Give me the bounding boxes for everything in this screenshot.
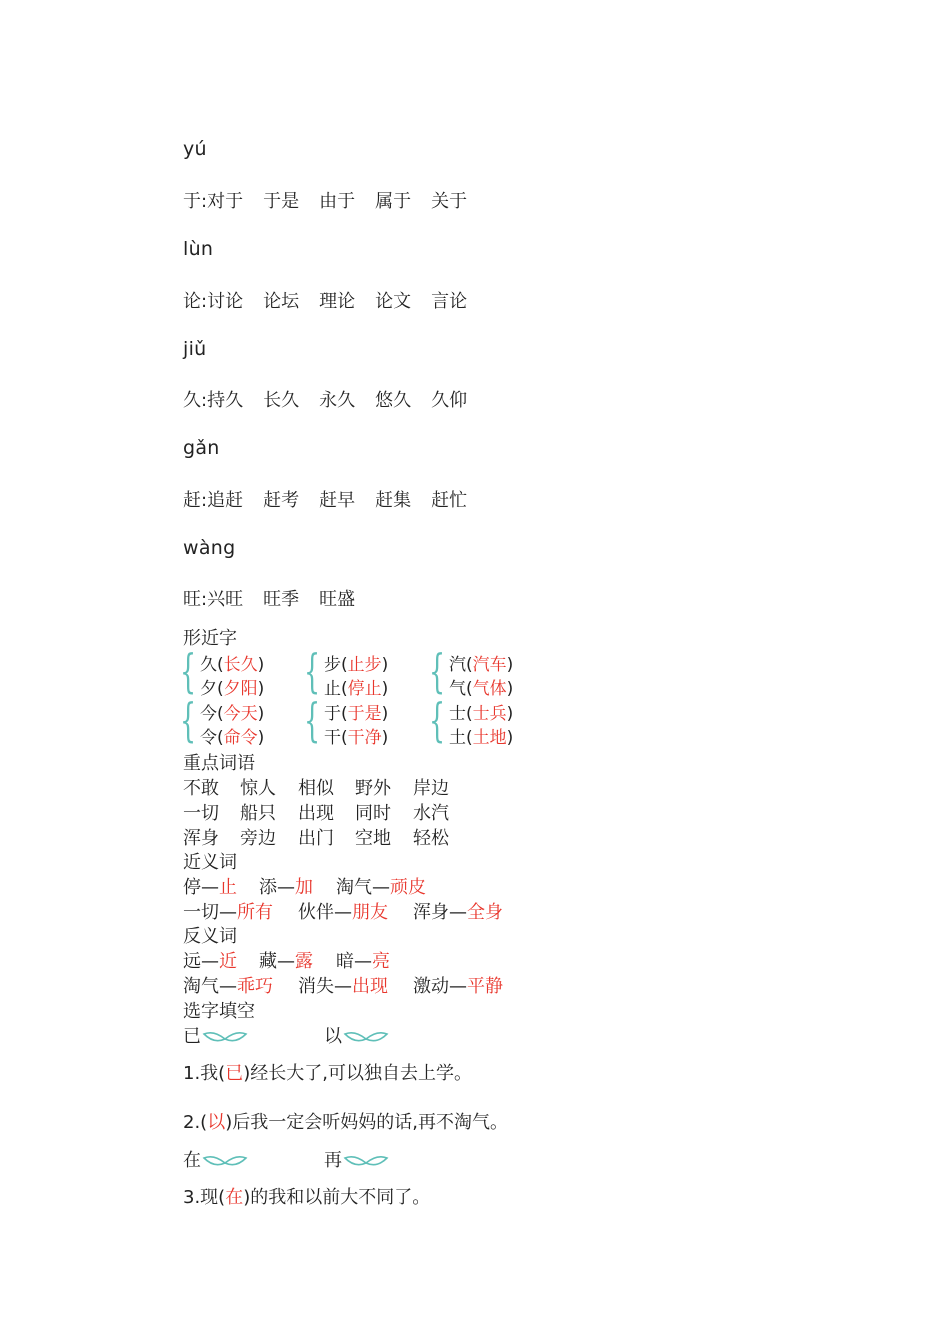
brace-icon: {: [180, 644, 197, 698]
fill-question: [183, 1108, 508, 1134]
section-title-antonym: 反义词: [183, 926, 237, 947]
antonym-pair: [413, 972, 503, 998]
dash: —: [354, 951, 372, 972]
key-word: 不敢: [183, 778, 219, 799]
paren: (: [217, 728, 224, 748]
key-word: 船只: [240, 803, 276, 824]
group-word: 讨论: [207, 291, 244, 312]
dash: —: [201, 951, 219, 972]
paren: ): [506, 655, 514, 675]
choice-label: 已: [183, 1026, 201, 1047]
question-text: )的我和以前大不同了。: [243, 1187, 431, 1208]
synonym-answer: 顽皮: [390, 877, 426, 898]
similar-answer: 命令: [223, 728, 258, 748]
paren: (: [341, 679, 348, 699]
key-word: 惊人: [240, 778, 276, 799]
dash: —: [219, 976, 237, 997]
synonym-word: 一切: [183, 902, 219, 923]
similar-char: 土: [449, 728, 466, 748]
group-word: 论坛: [263, 291, 300, 312]
synonym-answer: 朋友: [352, 902, 388, 923]
brace-icon: {: [180, 693, 197, 747]
key-word: 水汽: [413, 803, 449, 824]
dash: —: [449, 976, 467, 997]
antonym-answer: 露: [295, 951, 313, 972]
dash: —: [334, 976, 352, 997]
key-word: 轻松: [413, 828, 449, 849]
dash: —: [277, 951, 295, 972]
group-word: 论文: [375, 291, 412, 312]
paren: ): [506, 679, 514, 699]
similar-answer: 长久: [223, 655, 258, 675]
antonym-word: 暗: [336, 951, 354, 972]
word-group-line: [183, 287, 467, 313]
group-char: 久:: [183, 390, 208, 411]
similar-char: 干: [324, 728, 341, 748]
choice-char: [183, 1022, 248, 1048]
similar-answer: 今天: [223, 704, 258, 724]
word-group-line: [183, 187, 467, 213]
paren: ): [257, 728, 265, 748]
similar-answer: 干净: [347, 728, 382, 748]
paren: ): [506, 704, 514, 724]
similar-row: [449, 699, 513, 724]
antonym-answer: 平静: [467, 976, 503, 997]
paren: ): [381, 728, 389, 748]
antonym-pair: [259, 947, 313, 973]
pinyin-label: wàng: [183, 537, 236, 559]
paren: ): [381, 655, 389, 675]
similar-answer: 士兵: [472, 704, 507, 724]
group-word: 属于: [375, 191, 412, 212]
brace-icon: {: [304, 644, 321, 698]
synonym-word: 添: [259, 877, 277, 898]
similar-answer: 汽车: [472, 655, 507, 675]
paren: (: [341, 655, 348, 675]
similar-row: [324, 723, 388, 748]
choice-label: 以: [324, 1026, 342, 1047]
key-word: 一切: [183, 803, 219, 824]
synonym-word: 伙伴: [298, 902, 334, 923]
section-title-synonym: 近义词: [183, 852, 237, 873]
fill-question: [183, 1183, 430, 1209]
section-title-keywords: 重点词语: [183, 753, 255, 774]
dash: —: [277, 877, 295, 898]
key-word: 出现: [298, 803, 334, 824]
similar-char: 令: [200, 728, 217, 748]
group-word: 言论: [431, 291, 468, 312]
brace-icon: {: [429, 644, 446, 698]
group-word: 赶早: [319, 490, 356, 511]
antonym-answer: 近: [219, 951, 237, 972]
similar-row: [449, 723, 513, 748]
dash: —: [334, 902, 352, 923]
question-text: 3.现(: [183, 1187, 226, 1208]
group-word: 持久: [207, 390, 244, 411]
group-word: 理论: [319, 291, 356, 312]
synonym-answer: 全身: [467, 902, 503, 923]
antonym-pair: [298, 972, 388, 998]
antonym-answer: 乖巧: [237, 976, 273, 997]
group-word: 赶考: [263, 490, 300, 511]
similar-pair: [180, 644, 300, 699]
antonym-word: 淘气: [183, 976, 219, 997]
paren: ): [257, 655, 265, 675]
blank-leaf-icon: [343, 1031, 389, 1045]
dash: —: [201, 877, 219, 898]
key-word: 同时: [355, 803, 391, 824]
key-word: 出门: [298, 828, 334, 849]
antonym-word: 消失: [298, 976, 334, 997]
similar-pair: [429, 693, 549, 748]
paren: ): [506, 728, 514, 748]
synonym-answer: 加: [295, 877, 313, 898]
similar-row: [200, 650, 264, 675]
group-word: 追赶: [207, 490, 244, 511]
group-word: 旺季: [263, 589, 300, 610]
brace-icon: {: [304, 693, 321, 747]
blank-leaf-icon: [202, 1155, 248, 1169]
similar-row: [200, 723, 264, 748]
synonym-pair: [183, 873, 237, 899]
section-title-similar: 形近字: [183, 628, 237, 649]
similar-pair: [304, 693, 424, 748]
word-group-line: [183, 585, 355, 611]
paren: (: [217, 704, 224, 724]
dash: —: [219, 902, 237, 923]
synonym-pair: [336, 873, 426, 899]
antonym-word: 激动: [413, 976, 449, 997]
similar-answer: 停止: [347, 679, 382, 699]
group-word: 由于: [319, 191, 356, 212]
group-word: 悠久: [375, 390, 412, 411]
synonym-word: 停: [183, 877, 201, 898]
similar-char: 于: [324, 704, 341, 724]
synonym-pair: [298, 898, 388, 924]
similar-row: [324, 650, 388, 675]
group-word: 关于: [431, 191, 468, 212]
question-text: 2.(: [183, 1112, 208, 1133]
similar-char: 夕: [200, 679, 217, 699]
paren: (: [341, 704, 348, 724]
group-word: 于是: [263, 191, 300, 212]
group-word: 兴旺: [207, 589, 244, 610]
question-answer: 在: [225, 1187, 244, 1208]
paren: ): [381, 704, 389, 724]
paren: (: [466, 704, 473, 724]
paren: (: [466, 728, 473, 748]
key-word: 野外: [355, 778, 391, 799]
group-word: 长久: [263, 390, 300, 411]
similar-row: [324, 674, 388, 699]
key-word: 旁边: [240, 828, 276, 849]
similar-pair: [180, 693, 300, 748]
antonym-pair: [183, 972, 273, 998]
similar-answer: 夕阳: [223, 679, 258, 699]
dash: —: [372, 877, 390, 898]
group-word: 旺盛: [319, 589, 356, 610]
paren: (: [466, 655, 473, 675]
pinyin-label: gǎn: [183, 437, 220, 459]
question-text: )后我一定会听妈妈的话,再不淘气。: [225, 1112, 508, 1133]
fill-question: [183, 1059, 472, 1085]
similar-char: 步: [324, 655, 341, 675]
group-word: 久仰: [431, 390, 468, 411]
antonym-answer: 出现: [352, 976, 388, 997]
choice-label: 在: [183, 1150, 201, 1171]
paren: (: [466, 679, 473, 699]
pinyin-label: yú: [183, 138, 207, 160]
group-char: 于:: [183, 191, 208, 212]
similar-answer: 止步: [347, 655, 382, 675]
blank-leaf-icon: [202, 1031, 248, 1045]
synonym-pair: [183, 898, 273, 924]
paren: ): [257, 679, 265, 699]
dash: —: [449, 902, 467, 923]
word-group-line: [183, 386, 467, 412]
antonym-word: 藏: [259, 951, 277, 972]
choice-label: 再: [324, 1150, 342, 1171]
word-group-line: [183, 486, 467, 512]
synonym-pair: [413, 898, 503, 924]
question-answer: 已: [225, 1063, 244, 1084]
brace-icon: {: [429, 693, 446, 747]
similar-pair: [304, 644, 424, 699]
choice-char: [324, 1022, 389, 1048]
group-char: 论:: [183, 291, 208, 312]
similar-char: 今: [200, 704, 217, 724]
similar-answer: 于是: [347, 704, 382, 724]
question-answer: 以: [207, 1112, 226, 1133]
choice-char: [324, 1146, 389, 1172]
antonym-pair: [336, 947, 390, 973]
paren: (: [217, 655, 224, 675]
question-text: 1.我(: [183, 1063, 226, 1084]
key-word: 相似: [298, 778, 334, 799]
similar-char: 气: [449, 679, 466, 699]
choice-char: [183, 1146, 248, 1172]
synonym-answer: 止: [219, 877, 237, 898]
similar-row: [324, 699, 388, 724]
blank-leaf-icon: [343, 1155, 389, 1169]
similar-row: [200, 699, 264, 724]
antonym-pair: [183, 947, 237, 973]
section-title-fill: 选字填空: [183, 1001, 255, 1022]
antonym-answer: 亮: [372, 951, 390, 972]
similar-row: [449, 650, 513, 675]
similar-row: [449, 674, 513, 699]
similar-pair: [429, 644, 549, 699]
key-word: 空地: [355, 828, 391, 849]
antonym-word: 远: [183, 951, 201, 972]
group-char: 旺:: [183, 589, 208, 610]
synonym-word: 浑身: [413, 902, 449, 923]
synonym-word: 淘气: [336, 877, 372, 898]
group-word: 赶集: [375, 490, 412, 511]
similar-row: [200, 674, 264, 699]
group-word: 对于: [207, 191, 244, 212]
key-word: 岸边: [413, 778, 449, 799]
pinyin-label: jiǔ: [183, 338, 207, 360]
key-word: 浑身: [183, 828, 219, 849]
similar-answer: 土地: [472, 728, 507, 748]
paren: ): [381, 679, 389, 699]
similar-char: 汽: [449, 655, 466, 675]
paren: ): [257, 704, 265, 724]
similar-char: 久: [200, 655, 217, 675]
group-word: 永久: [319, 390, 356, 411]
paren: (: [341, 728, 348, 748]
group-char: 赶:: [183, 490, 208, 511]
pinyin-label: lùn: [183, 238, 214, 260]
similar-answer: 气体: [472, 679, 507, 699]
group-word: 赶忙: [431, 490, 468, 511]
similar-char: 止: [324, 679, 341, 699]
synonym-answer: 所有: [237, 902, 273, 923]
paren: (: [217, 679, 224, 699]
similar-char: 士: [449, 704, 466, 724]
synonym-pair: [259, 873, 313, 899]
question-text: )经长大了,可以独自去上学。: [243, 1063, 472, 1084]
